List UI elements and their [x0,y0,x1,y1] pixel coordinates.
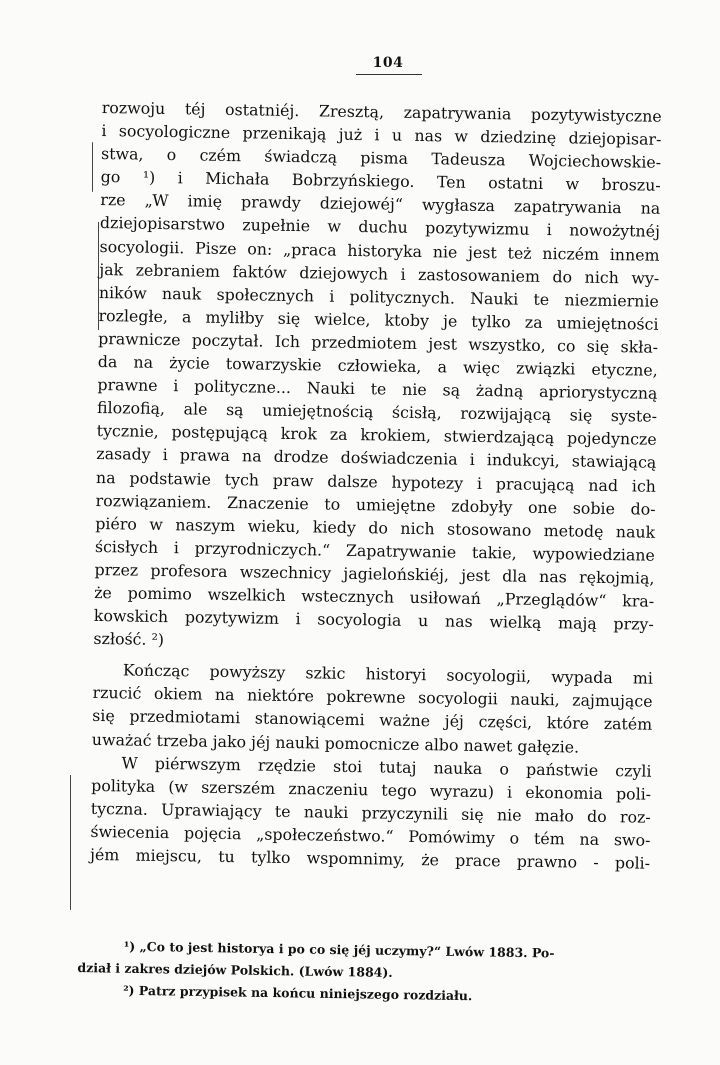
margin-mark [92,142,93,192]
text-line: W piérwszym rzędzie stoi tutaj nauka o państwie czyli [121,753,652,781]
text-line: dziejopisarstwo zupełnie w duchu pozytywizmu i nowożytnéj [99,213,661,242]
text-line: ników nauk społecznych i politycznych. Nauki te niezmiernie [98,282,659,311]
text-line: piéro w naszym wieku, kiedy do nich stosowano metodę nauk [95,513,656,542]
text-line: uważać trzeba jako jéj nauki pomocnicze albo nawet gałęzie. [91,729,580,757]
text-line: jém miejscu, tu tylko wspomnimy, że prace prawno - poli- [89,844,651,873]
text-line: prawnicze poczytał. Ich przedmiotem jest wszystko, co się skła- [98,328,659,357]
text-line: stwa, o czém świadczą pisma Tadeusza Wojciechowskie- [100,144,662,172]
page-number: 104 [372,55,404,71]
text-line: polityka (w szerszém znaczeniu tego wyrazu) i ekonomia poli- [91,775,652,804]
text-line: i socyologiczne przenikają już i u nas w dziedzinę dziejopisar- [101,121,662,149]
text-line: rze „W imię prawdy dziejowéj“ wygłasza zapatrywania na [100,190,661,219]
text-line: że pomimo wszelkich wstecznych usiłowań „Przeglądów“ kra- [94,582,655,611]
footnote: ¹) „Co to jest historya i po co się jéj uczymy?“ Lwów 1883. Po- [123,938,555,961]
text-line: prawne i polityczne... Nauki te nie są żadną apriorystyczną [97,375,658,403]
text-line: świecenia pojęcia „społeczeństwo.“ Pomówimy o tém na swo- [90,821,651,850]
text-line: kowskich pozytywizm i socyologia u nas wielką mają przy- [93,605,654,634]
text-line: zasady i prawa na drodze doświadczenia i indukcyi, stawiającą [96,444,657,473]
text-line: tycznie, postępującą krok za krokiem, stwierdzającą pojedyncze [96,421,657,450]
text-line: na podstawie tych praw dalsze hypotezy i pracującą nad ich [95,467,657,496]
text-line: rozwiązaniem. Znaczenie to umiejętne zdobyły one sobie do- [95,490,656,519]
footnote: dział i zakres dziejów Polskich. (Lwów 1884). [77,959,393,980]
text-line: socyologii. Pisze on: „praca historyka nie jest też niczém innem [99,236,660,265]
text-line: Kończąc powyższy szkic historyi socyologii, wypada mi [122,660,654,688]
text-line: się przedmiotami stanowiącemi ważne jéj części, które zatém [92,706,653,735]
header-rule [356,74,422,75]
text-line: przez profesora wszechnicy jagielońskiéj, jest dla nas rękojmią, [94,559,655,588]
text-line: go ¹) i Michała Bobrzyńskiego. Ten ostatni w broszu- [100,167,661,196]
body-text [90,96,662,875]
footnotes [77,935,638,1010]
footnote: ²) Patrz przypisek na końcu niniejszego rozdziału. [123,982,473,1004]
text-line: rzucić okiem na niektóre pokrewne socyologii nauki, zajmujące [92,683,653,712]
text-line: szłość. ²) [93,629,165,650]
text-line: jak zebraniem faktów dziejowych i zastosowaniem do nich wy- [99,259,660,288]
text-line: tyczna. Uprawiający te nauki przyczynili się nie mało do roz- [90,798,651,827]
text-line: filozofią, ale są umiejętnością ścisłą, rozwijającą się syste- [96,398,658,426]
text-line: da na życie towarzyskie człowieka, a więc związki etyczne, [97,351,658,380]
margin-mark [70,775,71,910]
text-line: rozwoju téj ostatniéj. Zresztą, zapatrywania pozytywistyczne [101,97,662,126]
text-line: ścisłych i przyrodniczych.“ Zapatrywanie takie, wypowiedziane [94,536,656,565]
text-line: rozległe, a myliłby się wielce, ktoby je tylko za umiejętności [98,305,659,334]
